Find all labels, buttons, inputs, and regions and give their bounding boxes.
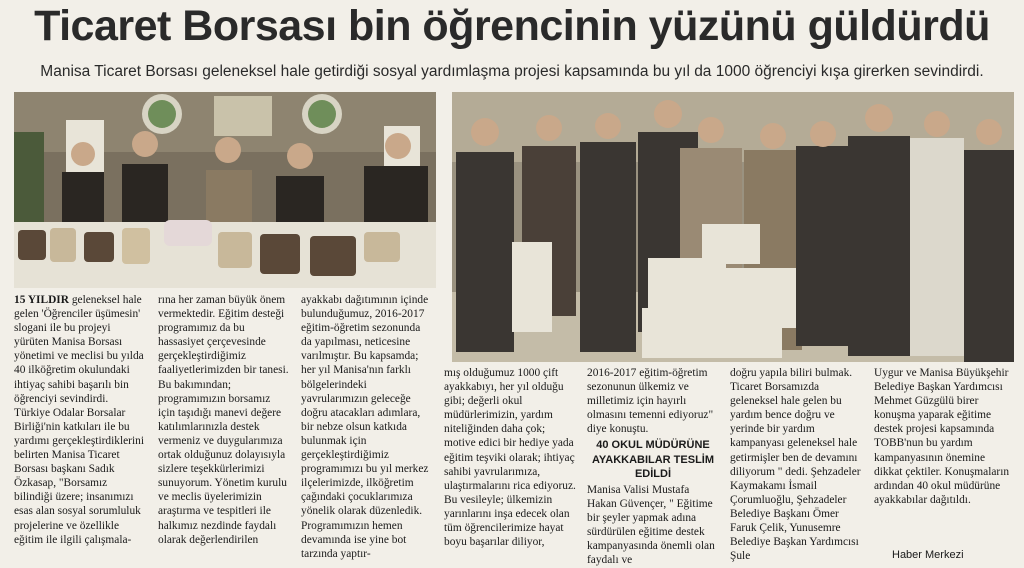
- article-lead: 15 YILDIR: [14, 294, 69, 306]
- article-column-4: [444, 366, 576, 549]
- article-column-3: [301, 293, 433, 561]
- article-headline: Ticaret Borsası bin öğrencinin yüzünü güldürdü: [34, 2, 990, 50]
- article-text-3: ayakkabı dağıtımının içinde bulunduğumuz, 2016-2017 eğitim-öğretim sezonunda da yapılması, neticesine varılmıştır. Bu kapsamda; her yıl Manisa'nın farklı bölgelerindeki yavrularımızın geleceğe doğru atacakları adımlara, bir nebze olsun katkıda bulunmak için gerçekleştirdiğimiz programımızı bu yıl merkez ilçelerimizde, ilköğretim çağındaki çocuklarımıza yönelik olarak düzenledik. Programımızın hemen devamında ise yine bot tarzında yaptır-: [301, 294, 429, 560]
- article-text-7: Uygur ve Manisa Büyükşehir Belediye Başkan Yardımcısı Mehmet Güzgülü birer konuşma yaparak eğitime destek projesi kapsamında TOBB'nun bu yardım kampanyasının önemine dikkat çektiler. Konuşmaların ardından 40 okul müdürüne ayakkabılar dağıtıldı.: [874, 367, 1010, 506]
- article-text-1: geleneksel hale gelen 'Öğrenciler üşümesin' slogani ile bu projeyi yürüten Manisa Borsası yönetimi ve meclisi bu yılda 40 ilköğretim okulundaki ihtiyaç sahibi başarılı bin öğrenciyi sevindirdi. Türkiye Odalar Borsalar Birliği'nin katkıları ile bu yardımı gerçekleştirdiklerini belirten Manisa Ticaret Borsası başkanı Sadık Özkasap, "Borsamız bilindiği üzere; insanımızı esas alan sosyal sorumluluk projelerine ve özellikle eğitim ile ilgili çalışmala-: [14, 294, 144, 546]
- article-text-5a: 2016-2017 eğitim-öğretim sezonunun ülkemiz ve milletimiz için hayırlı olmasını temenni ediyoruz" diye konuştu.: [587, 367, 714, 436]
- article-column-7: [874, 366, 1010, 507]
- article-subheadline: Manisa Ticaret Borsası geleneksel hale getirdiği sosyal yardımlaşma projesi kapsamında bu yıl da 1000 öğrenciyi kışa girerken sevindirdi.: [40, 63, 984, 80]
- photo-panel-table: [14, 92, 436, 288]
- article-column-6: [730, 366, 862, 563]
- article-text-6: doğru yapıla biliri bulmak. Ticaret Borsamızda geleneksel hale gelen bu yardım bence doğru ve yerinde bir yardım kampanyası geleneksel hale getirmişler ben de devamını diliyorum " dedi. Şehzadeler Kaymakamı İsmail Çorumluoğlu, Şehzadeler Belediye Başkanı Ömer Faruk Çelik, Yunusemre Belediye Başkan Yardımcısı Şule: [730, 367, 861, 563]
- article-column-2: [158, 293, 290, 547]
- article-column-5: [587, 366, 719, 567]
- photo-panel-table-illustration: [14, 92, 436, 288]
- article-byline: Haber Merkezi: [892, 549, 964, 561]
- photo-panel-group-illustration: [452, 92, 1014, 362]
- article-text-4: mış olduğumuz 1000 çift ayakkabıyı, her yıl olduğu gibi; değerli okul müdürlerimizin, yardım niteliğinden daha çok; motive edici bir hediye yada eğitim teşviki olarak; ihtiyaç sahibi yavrularımıza, ulaştırmalarını rica ediyoruz. Bu vesileyle; ülkemizin yarınlarını inşa edecek olan tüm öğrencilerimize hayat boyu başarılar diliyor,: [444, 367, 576, 549]
- article-text-2: rına her zaman büyük önem vermektedir. Eğitim desteği programımız da bu hassasiyet çerçevesinde gerçekleştirdiğimiz faaliyetlerimizden bir tanesi. Bu bakımından; programımızın borsamız için taşıdığı manevi değere katılımlarınızla destek vermeniz ve duygularımıza ortak olduğunuz dolayısıyla sizlere teşekkürlerimizi sunuyorum. Yönetim kurulu ve meclis üyelerimizin araştırma ve tespitleri ile halkımız nezdinde faydalı olarak değerlendirilen: [158, 294, 289, 546]
- article-subheading: 40 OKUL MÜDÜRÜNE AYAKKABILAR TESLİM EDİLDİ: [591, 439, 715, 480]
- article-text-5b: Manisa Valisi Mustafa Hakan Güvençer, " Eğitime bir şeyler yapmak adına sürdürülen eğitime destek kampanyasında önemli olan faydalı ve: [587, 483, 715, 567]
- photo-panel-group: [452, 92, 1014, 362]
- article-column-1: [14, 293, 146, 547]
